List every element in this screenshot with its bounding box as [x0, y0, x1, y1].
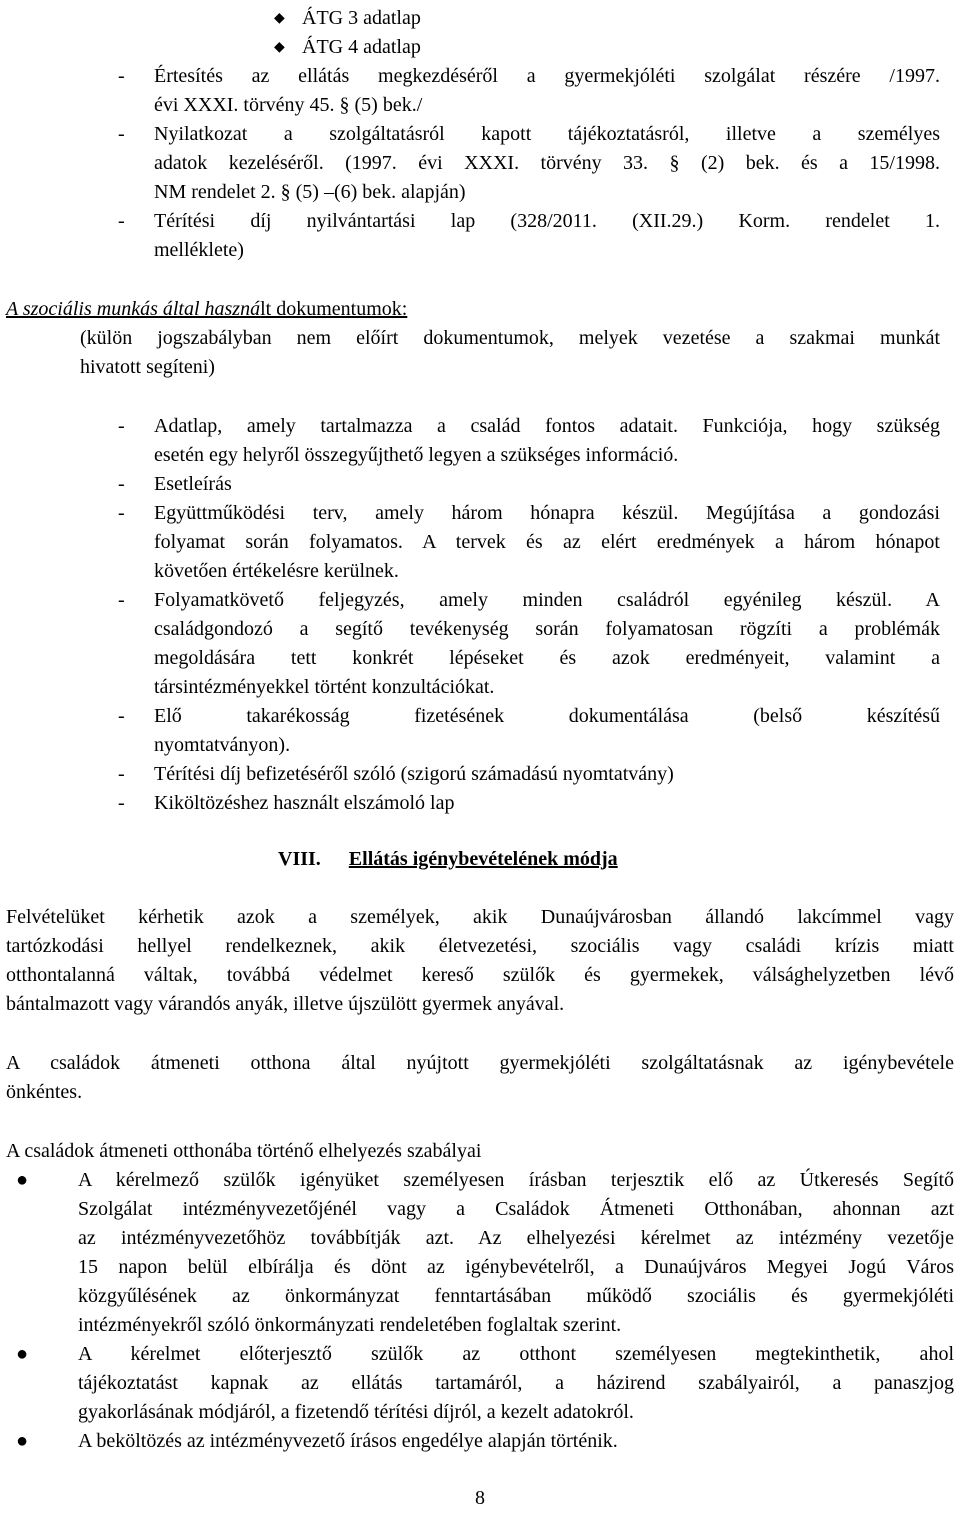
list-item-text: ÁTG 4 adatlap [302, 36, 421, 58]
paragraph-line: Felvételüket kérhetik azok a személyek, akik Dunaújvárosban állandó lakcímmel vagy [6, 906, 954, 928]
dash-marker: - [118, 792, 125, 814]
bullet-dot-icon: ● [16, 1430, 29, 1452]
section-intro-line: (külön jogszabályban nem előírt dokumentumok, melyek vezetése a szakmai munkát [80, 327, 940, 349]
list-item-line: gyakorlásának módjáról, a fizetendő térítési díjról, a kezelt adatokról. [78, 1401, 634, 1423]
chapter-number: VIII. [278, 848, 321, 870]
paragraph-line: önkéntes. [6, 1081, 83, 1103]
list-item-line: Nyilatkozat a szolgáltatásról kapott tájékoztatásról, illetve a személyes [154, 123, 940, 145]
paragraph-line: bántalmazott vagy várandós anyák, illetve újszülött gyermek anyával. [6, 993, 565, 1015]
list-item-line: A kérelmet előterjesztő szülők az otthont személyesen megtekinthetik, ahol [78, 1343, 954, 1365]
dash-marker: - [118, 415, 125, 437]
bullet-dot-icon: ● [16, 1343, 29, 1365]
diamond-bullet-icon: ◆ [274, 40, 285, 55]
list-item-line: évi XXXI. törvény 45. § (5) bek./ [154, 94, 423, 116]
section-heading [6, 295, 946, 324]
list-item-line: családgondozó a segítő tevékenység során folyamatosan rögzíti a problémák [154, 618, 940, 640]
list-item [118, 207, 940, 265]
list-item-line: tájékoztatást kapnak az ellátás tartamáról, a házirend szabályairól, a panaszjog [78, 1372, 954, 1394]
list-item-line: Térítési díj befizetéséről szóló (szigorú számadású nyomtatvány) [154, 763, 674, 785]
list-item-line: NM rendelet 2. § (5) –(6) bek. alapján) [154, 181, 466, 203]
list-item-line: A beköltözés az intézményvezető írásos engedélye alapján történik. [78, 1430, 618, 1452]
list-item-line: közgyűlésének az önkormányzat fenntartásában működő szociális és gyermekjóléti [78, 1285, 954, 1307]
list-item-line: társintézményekkel történt konzultációkat. [154, 676, 495, 698]
list-item-line: 15 napon belül elbírálja és dönt az igénybevételről, a Dunaújváros Megyei Jogú Város [78, 1256, 954, 1278]
paragraph-line: tartózkodási hellyel rendelkeznek, akik életvezetési, szociális vagy családi krízis miatt [6, 935, 954, 957]
list-item-line: adatok kezeléséről. (1997. évi XXXI. törvény 33. § (2) bek. és a 15/1998. [154, 152, 940, 174]
list-item [6, 1427, 954, 1456]
list-item-line: Esetleírás [154, 473, 232, 495]
list-item [6, 1166, 954, 1340]
list-item-line: Együttműködési terv, amely három hónapra készül. Megújítása a gondozási [154, 502, 940, 524]
list-item [118, 760, 940, 789]
list-item [274, 33, 674, 62]
list-item [6, 1340, 954, 1427]
paragraph [6, 903, 954, 1019]
list-item [118, 702, 940, 760]
required-documents-list [118, 62, 940, 265]
dash-marker: - [118, 705, 125, 727]
list-item [118, 62, 940, 120]
bullet-dot-icon: ● [16, 1169, 29, 1191]
list-item-line: nyomtatványon). [154, 734, 291, 756]
list-item-line: megoldására tett konkrét lépéseket és azok eredményeit, valamint a [154, 647, 940, 669]
rules-heading: A családok átmeneti otthonába történő elhelyezés szabályai [6, 1140, 482, 1162]
list-item-line: az intézményvezetőhöz továbbítják azt. Az elhelyezési kérelmet az intézmény vezetője [78, 1227, 954, 1249]
diamond-bullet-icon: ◆ [274, 11, 285, 26]
list-item-line: A kérelmező szülők igényüket személyesen írásban terjesztik elő az Útkeresés Segítő [78, 1169, 954, 1191]
chapter-title: Ellátás igénybevételének módja [348, 848, 618, 870]
paragraph-line: A családok átmeneti otthona által nyújtott gyermekjóléti szolgáltatásnak az igénybevétele [6, 1052, 954, 1074]
top-bullet-list [274, 4, 674, 62]
list-item-line: intézményekről szóló önkormányzati rendeletében foglaltak szerint. [78, 1314, 622, 1336]
list-item [118, 120, 940, 207]
list-item [118, 412, 940, 470]
dash-marker: - [118, 65, 125, 87]
list-item-line: Elő takarékosság fizetésének dokumentálása (belső készítésű [154, 705, 940, 727]
rules-list [6, 1166, 954, 1456]
list-item [274, 4, 674, 33]
section-intro [80, 324, 940, 382]
list-item-line: Adatlap, amely tartalmazza a család fontos adatait. Funkciója, hogy szükség [154, 415, 940, 437]
section-heading-plain: lt dokumentumok: [260, 298, 408, 320]
list-item [118, 586, 940, 702]
list-item-line: Szolgálat intézményvezetőjénél vagy a Családok Átmeneti Otthonában, ahonnan azt [78, 1198, 954, 1220]
dash-marker: - [118, 502, 125, 524]
dash-marker: - [118, 210, 125, 232]
paragraph [6, 1049, 954, 1107]
page-number: 8 [475, 1487, 485, 1509]
list-item-text: ÁTG 3 adatlap [302, 7, 421, 29]
section-heading-italic: A szociális munkás által haszná [6, 298, 261, 320]
dash-marker: - [118, 123, 125, 145]
list-item-line: követően értékelésre kerülnek. [154, 560, 399, 582]
list-item-line: folyamat során folyamatos. A tervek és az elért eredmények a három hónapot [154, 531, 940, 553]
list-item [118, 470, 940, 499]
paragraph-line: otthontalanná váltak, továbbá védelmet kereső szülők és gyermekek, válsághelyzetben lévő [6, 964, 954, 986]
chapter-heading [278, 845, 778, 874]
list-item-line: Értesítés az ellátás megkezdéséről a gyermekjóléti szolgálat részére /1997. [154, 65, 940, 87]
section-intro-line: hivatott segíteni) [80, 356, 215, 378]
list-item-line: Térítési díj nyilvántartási lap (328/2011. (XII.29.) Korm. rendelet 1. [154, 210, 940, 232]
dash-marker: - [118, 763, 125, 785]
list-item [118, 499, 940, 586]
list-item-line: melléklete) [154, 239, 244, 261]
dash-marker: - [118, 589, 125, 611]
list-item-line: esetén egy helyről összegyűjthető legyen a szükséges információ. [154, 444, 679, 466]
list-item [118, 789, 940, 818]
social-worker-documents-list [118, 412, 940, 818]
list-item-line: Folyamatkövető feljegyzés, amely minden családról egyénileg készül. A [154, 589, 940, 611]
dash-marker: - [118, 473, 125, 495]
list-item-line: Kiköltözéshez használt elszámoló lap [154, 792, 455, 814]
